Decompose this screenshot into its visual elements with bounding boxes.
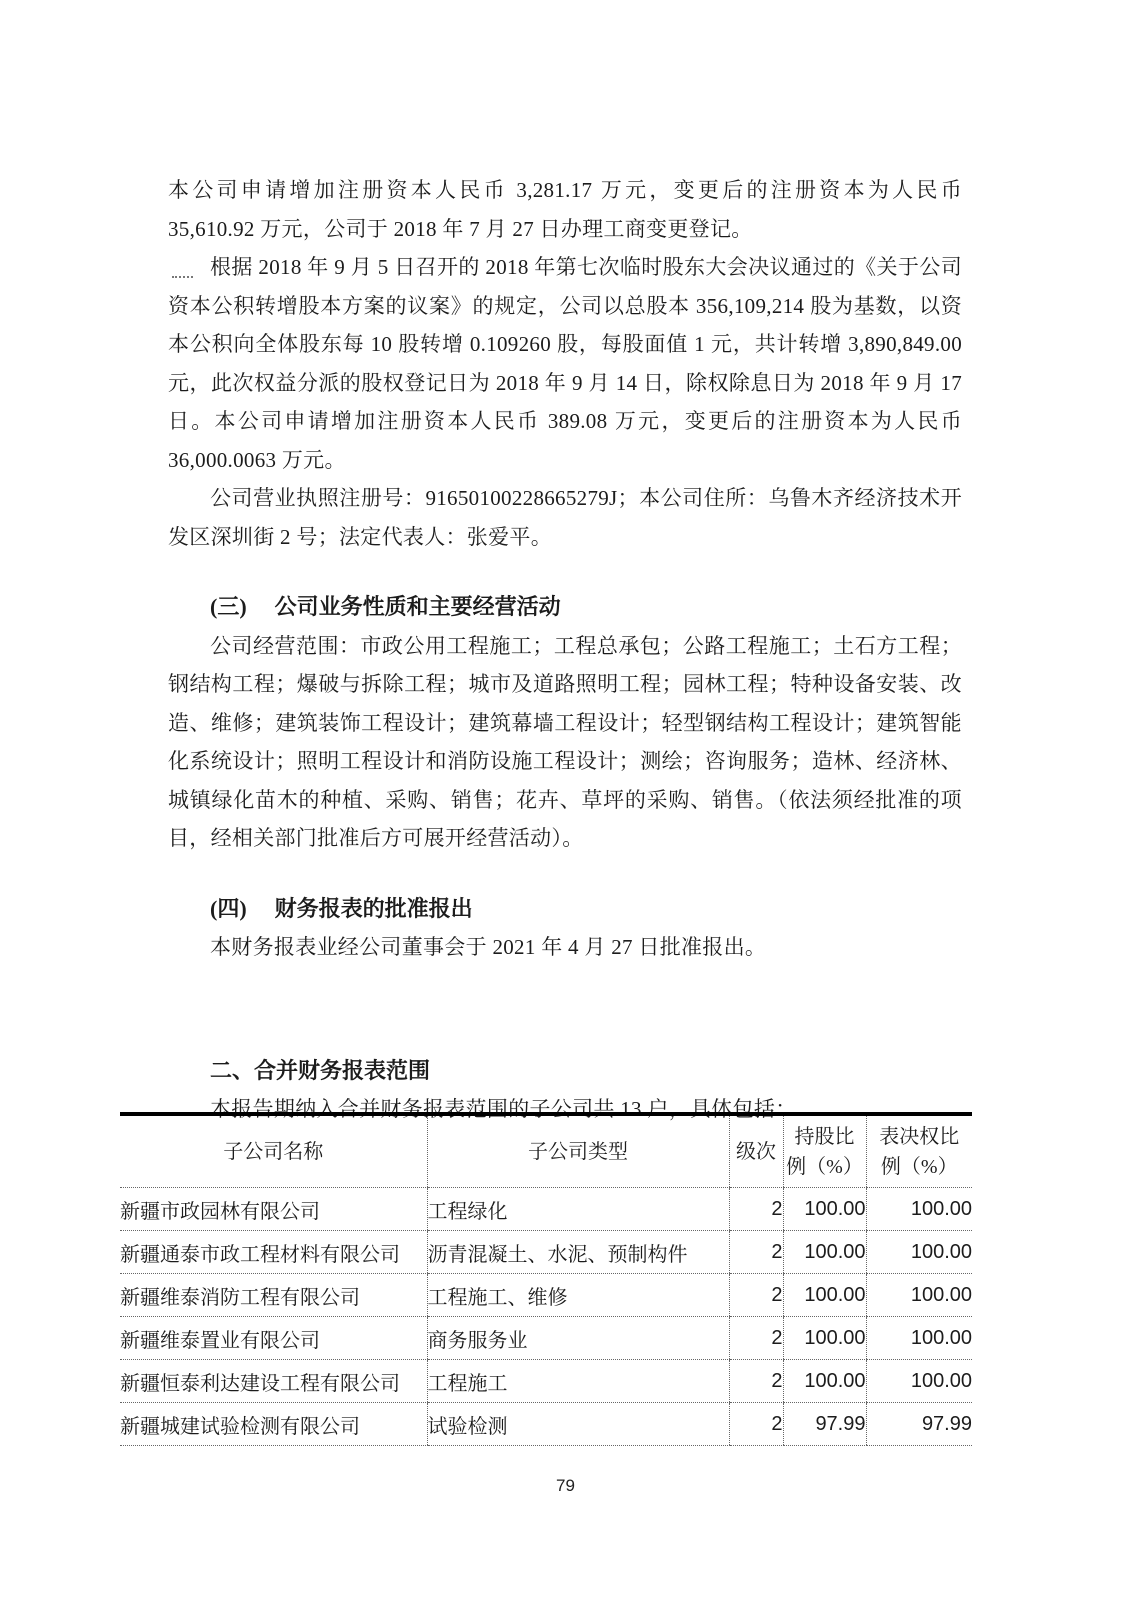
cell-holding-ratio: 97.99	[783, 1403, 866, 1446]
cell-subsidiary-type: 试验检测	[427, 1403, 729, 1446]
section-title-3: 公司业务性质和主要经营活动	[274, 594, 561, 619]
cell-subsidiary-type: 沥青混凝土、水泥、预制构件	[427, 1231, 729, 1274]
cell-subsidiary-name: 新疆城建试验检测有限公司	[120, 1403, 427, 1446]
subsidiaries-table	[120, 1112, 972, 1446]
column-header-subsidiary-name: 子公司名称	[120, 1114, 427, 1188]
paragraph-capital-change: 本公司申请增加注册资本人民币 3,281.17 万元，变更后的注册资本为人民币 35,610.92 万元，公司于 2018 年 7 月 27 日办理工商变更登记。	[168, 178, 962, 241]
column-header-voting-ratio	[866, 1114, 972, 1188]
section-heading-business-nature	[168, 588, 962, 627]
holding-header-line2: 例（%）	[786, 1155, 863, 1178]
cell-level: 2	[729, 1274, 783, 1317]
cell-subsidiary-name: 新疆维泰置业有限公司	[120, 1317, 427, 1360]
paragraph-business-scope: 公司经营范围：市政公用工程施工；工程总承包；公路工程施工；土石方工程；钢结构工程；爆破与拆除工程；城市及道路照明工程；园林工程；特种设备安装、改造、维修；建筑装饰工程设计；建筑幕墙工程设计；轻型钢结构工程设计；建筑智能化系统设计；照明工程设计和消防设施工程设计；测绘；咨询服务；造林、经济林、城镇绿化苗木的种植、采购、销售；花卉、草坪的采购、销售。（依法须经批准的项目，经相关部门批准后方可展开经营活动）。	[168, 633, 962, 850]
cell-holding-ratio: 100.00	[783, 1317, 866, 1360]
column-header-level: 级次	[729, 1114, 783, 1188]
cell-subsidiary-name: 新疆市政园林有限公司	[120, 1188, 427, 1231]
cell-subsidiary-type: 工程施工	[427, 1360, 729, 1403]
cell-holding-ratio: 100.00	[783, 1360, 866, 1403]
cell-subsidiary-name: 新疆通泰市政工程材料有限公司	[120, 1231, 427, 1274]
paragraph-scope-intro: 本报告期纳入合并财务报表范围的子公司共 13 户，具体包括：	[210, 1097, 797, 1121]
paragraph-share-transfer: 根据 2018 年 9 月 5 日召开的 2018 年第七次临时股东大会决议通过的《关于公司资本公积转增股本方案的议案》的规定，公司以总股本 356,109,214 股为基数，以资本公积向全体股东每 10 股转增 0.109260 股，每股面值 1 元，共计转增 3,890,849.00 元，此次权益分派的股权登记日为 2018 年 9 月 14 日，除权除息日为 2018 年 9 月 17 日。本公司申请增加注册资本人民币 389.08 万元，变更后的注册资本为人民币 36,000.0063 万元。	[168, 255, 962, 472]
column-header-subsidiary-type: 子公司类型	[427, 1114, 729, 1188]
cell-voting-ratio: 97.99	[866, 1403, 972, 1446]
voting-header-line2: 例（%）	[880, 1155, 958, 1178]
table-row	[120, 1188, 972, 1231]
section-marker-3: (三)	[210, 594, 247, 619]
section-title-4: 财务报表的批准报出	[274, 895, 473, 921]
cell-subsidiary-name: 新疆维泰消防工程有限公司	[120, 1274, 427, 1317]
cell-holding-ratio: 100.00	[783, 1188, 866, 1231]
column-header-holding-ratio	[783, 1114, 866, 1188]
table-header-row	[120, 1114, 972, 1188]
cell-level: 2	[729, 1188, 783, 1231]
table-row	[120, 1274, 972, 1317]
cell-subsidiary-type: 工程绿化	[427, 1188, 729, 1231]
table-row	[120, 1231, 972, 1274]
cell-voting-ratio: 100.00	[866, 1317, 972, 1360]
section-heading-consolidation-scope: 二、合并财务报表范围	[210, 1057, 431, 1083]
cell-holding-ratio: 100.00	[783, 1274, 866, 1317]
cell-voting-ratio: 100.00	[866, 1231, 972, 1274]
cell-level: 2	[729, 1360, 783, 1403]
cell-level: 2	[729, 1317, 783, 1360]
cell-level: 2	[729, 1403, 783, 1446]
subsidiaries-table-body	[120, 1188, 972, 1446]
document-body	[168, 171, 962, 1129]
table-row	[120, 1403, 972, 1446]
cell-subsidiary-name: 新疆恒泰利达建设工程有限公司	[120, 1360, 427, 1403]
cell-holding-ratio: 100.00	[783, 1231, 866, 1274]
cell-level: 2	[729, 1231, 783, 1274]
holding-header-line1: 持股比	[794, 1125, 855, 1148]
table-row	[120, 1360, 972, 1403]
section-heading-approval	[168, 890, 962, 929]
paragraph-business-license: 公司营业执照注册号：91650100228665279J；本公司住所：乌鲁木齐经济技术开发区深圳街 2 号；法定代表人：张爱平。	[168, 486, 962, 549]
cell-subsidiary-type: 工程施工、维修	[427, 1274, 729, 1317]
page-number: 79	[556, 1476, 575, 1495]
voting-header-line1: 表决权比	[879, 1125, 960, 1148]
cell-voting-ratio: 100.00	[866, 1360, 972, 1403]
cell-subsidiary-type: 商务服务业	[427, 1317, 729, 1360]
subsidiaries-table-header	[120, 1114, 972, 1188]
cell-voting-ratio: 100.00	[866, 1188, 972, 1231]
section-marker-4: (四)	[210, 895, 247, 921]
cell-voting-ratio: 100.00	[866, 1274, 972, 1317]
table-row	[120, 1317, 972, 1360]
paragraph-approval: 本财务报表业经公司董事会于 2021 年 4 月 27 日批准报出。	[210, 935, 767, 959]
